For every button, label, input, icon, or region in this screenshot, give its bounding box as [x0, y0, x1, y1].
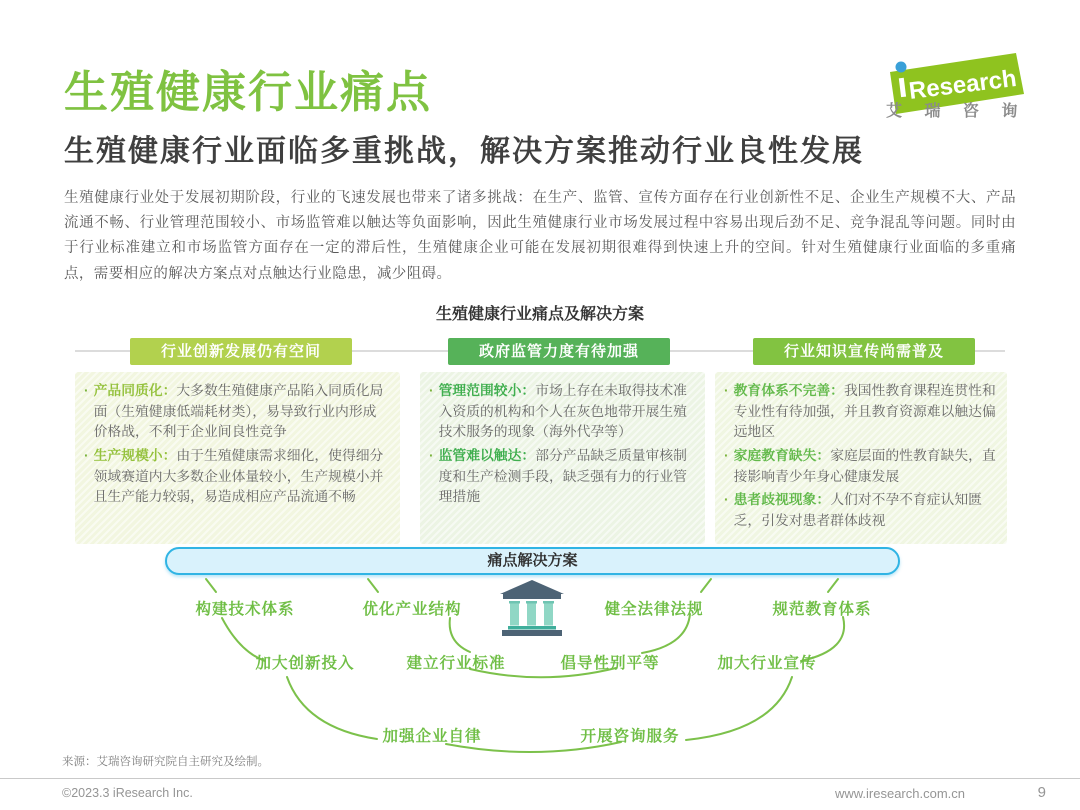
source-note: 来源：艾瑞咨询研究院自主研究及绘制。: [62, 756, 269, 768]
bullet-dot-icon: ·: [724, 448, 729, 464]
bullet-term: 产品同质化：: [93, 383, 177, 398]
bullet-item: [426, 446, 695, 508]
page-subtitle: 生殖健康行业面临多重挑战，解决方案推动行业良性发展: [64, 135, 864, 168]
bullet-text: 由于生殖健康需求细化，使得细分领域赛道内大多数企业体量较小，生产规模小并且生产能力较弱，易造成相应产品流通不畅: [93, 448, 384, 505]
bullet-item: [81, 446, 390, 508]
bullet-term: 生产规模小：: [93, 448, 177, 464]
bullet-text: 人们对不孕不育症认知匮乏，引发对患者群体歧视: [733, 492, 982, 529]
column-header-innovation: 行业创新发展仍有空间: [130, 338, 352, 365]
solution-label: 加大行业宣传: [717, 655, 817, 672]
bullet-item: [426, 381, 695, 443]
bullet-term: 管理范围较小：: [438, 383, 536, 398]
bullet-text: 部分产品缺乏质量审核制度和生产检测手段，缺乏强有力的行业管理措施: [438, 448, 687, 505]
painpoint-box-regulation: [420, 372, 705, 544]
bullet-dot-icon: ·: [724, 383, 729, 398]
page-number: 9: [1037, 784, 1046, 801]
solution-label: 倡导性别平等: [560, 655, 660, 672]
bullet-item: [721, 446, 997, 487]
solution-label: 加强企业自律: [382, 728, 482, 745]
solution-label: 构建技术体系: [195, 601, 295, 618]
bullet-text: 大多数生殖健康产品陷入同质化局面（生殖健康低端耗材类），易导致行业内形成价格战，不利于企业间良性竞争: [93, 383, 384, 440]
intro-paragraph: 生殖健康行业处于发展初期阶段，行业的飞速发展也带来了诸多挑战：在生产、监管、宣传方面存在行业创新性不足、企业生产规模不大、产品流通不畅、行业管理范围较小、市场监管难以触达等负面影响，因此生殖健康行业市场发展过程中容易出现后劲不足、竞争混乱等问题。同时由于行业标准建立和市场监管方面存在一定的滞后性，生殖健康企业可能在发展初期很难得到快速上升的空间。针对生殖健康行业面临的多重痛点，需要相应的解决方案点对点触达行业隐患，减少阻碍。: [64, 190, 1016, 282]
bullet-text: 家庭层面的性教育缺失，直接影响青少年身心健康发展: [733, 448, 996, 484]
painpoint-box-innovation: [75, 372, 400, 544]
diagram-title: 生殖健康行业痛点及解决方案: [435, 306, 644, 323]
bullet-item: [81, 381, 390, 443]
logo-chinese-name: 艾 瑞 咨 询: [886, 103, 1027, 120]
bullet-dot-icon: ·: [724, 492, 729, 508]
solution-label: 加大创新投入: [255, 655, 355, 672]
bullet-text: 我国性教育课程连贯性和专业性有待加强，并且教育资源难以触达偏远地区: [733, 383, 996, 440]
bullet-item: [721, 490, 997, 531]
solution-label: 健全法律法规: [604, 601, 704, 618]
solution-label: 优化产业结构: [362, 601, 462, 618]
solution-label: 开展咨询服务: [580, 728, 680, 745]
solution-bar: 痛点解决方案: [165, 547, 900, 575]
bullet-dot-icon: ·: [84, 448, 89, 464]
column-header-education: 行业知识宣传尚需普及: [753, 338, 975, 365]
solution-label: 建立行业标准: [406, 655, 506, 672]
footer-copyright: ©2023.3 iResearch Inc.: [62, 786, 193, 800]
bank-institution-icon: [500, 580, 564, 636]
bullet-dot-icon: ·: [429, 448, 434, 464]
bullet-term: 监管难以触达：: [438, 448, 536, 464]
bullet-dot-icon: ·: [429, 383, 434, 398]
painpoint-box-education: [715, 372, 1007, 544]
bullet-item: [721, 381, 997, 443]
bullet-term: 教育体系不完善：: [733, 383, 844, 398]
bullet-term: 患者歧视现象：: [733, 492, 831, 508]
solution-label: 规范教育体系: [772, 601, 872, 618]
bullet-term: 家庭教育缺失：: [733, 448, 831, 464]
footer-divider: [0, 778, 1080, 779]
bullet-text: 市场上存在未取得技术准入资质的机构和个人在灰色地带开展生殖技术服务的现象（海外代孕等）: [438, 383, 687, 440]
logo-brand-text: Research: [907, 64, 1019, 105]
footer-website: www.iresearch.com.cn: [834, 786, 965, 801]
page-title: 生殖健康行业痛点: [64, 68, 432, 117]
bullet-dot-icon: ·: [84, 383, 89, 398]
column-header-regulation: 政府监管力度有待加强: [448, 338, 670, 365]
